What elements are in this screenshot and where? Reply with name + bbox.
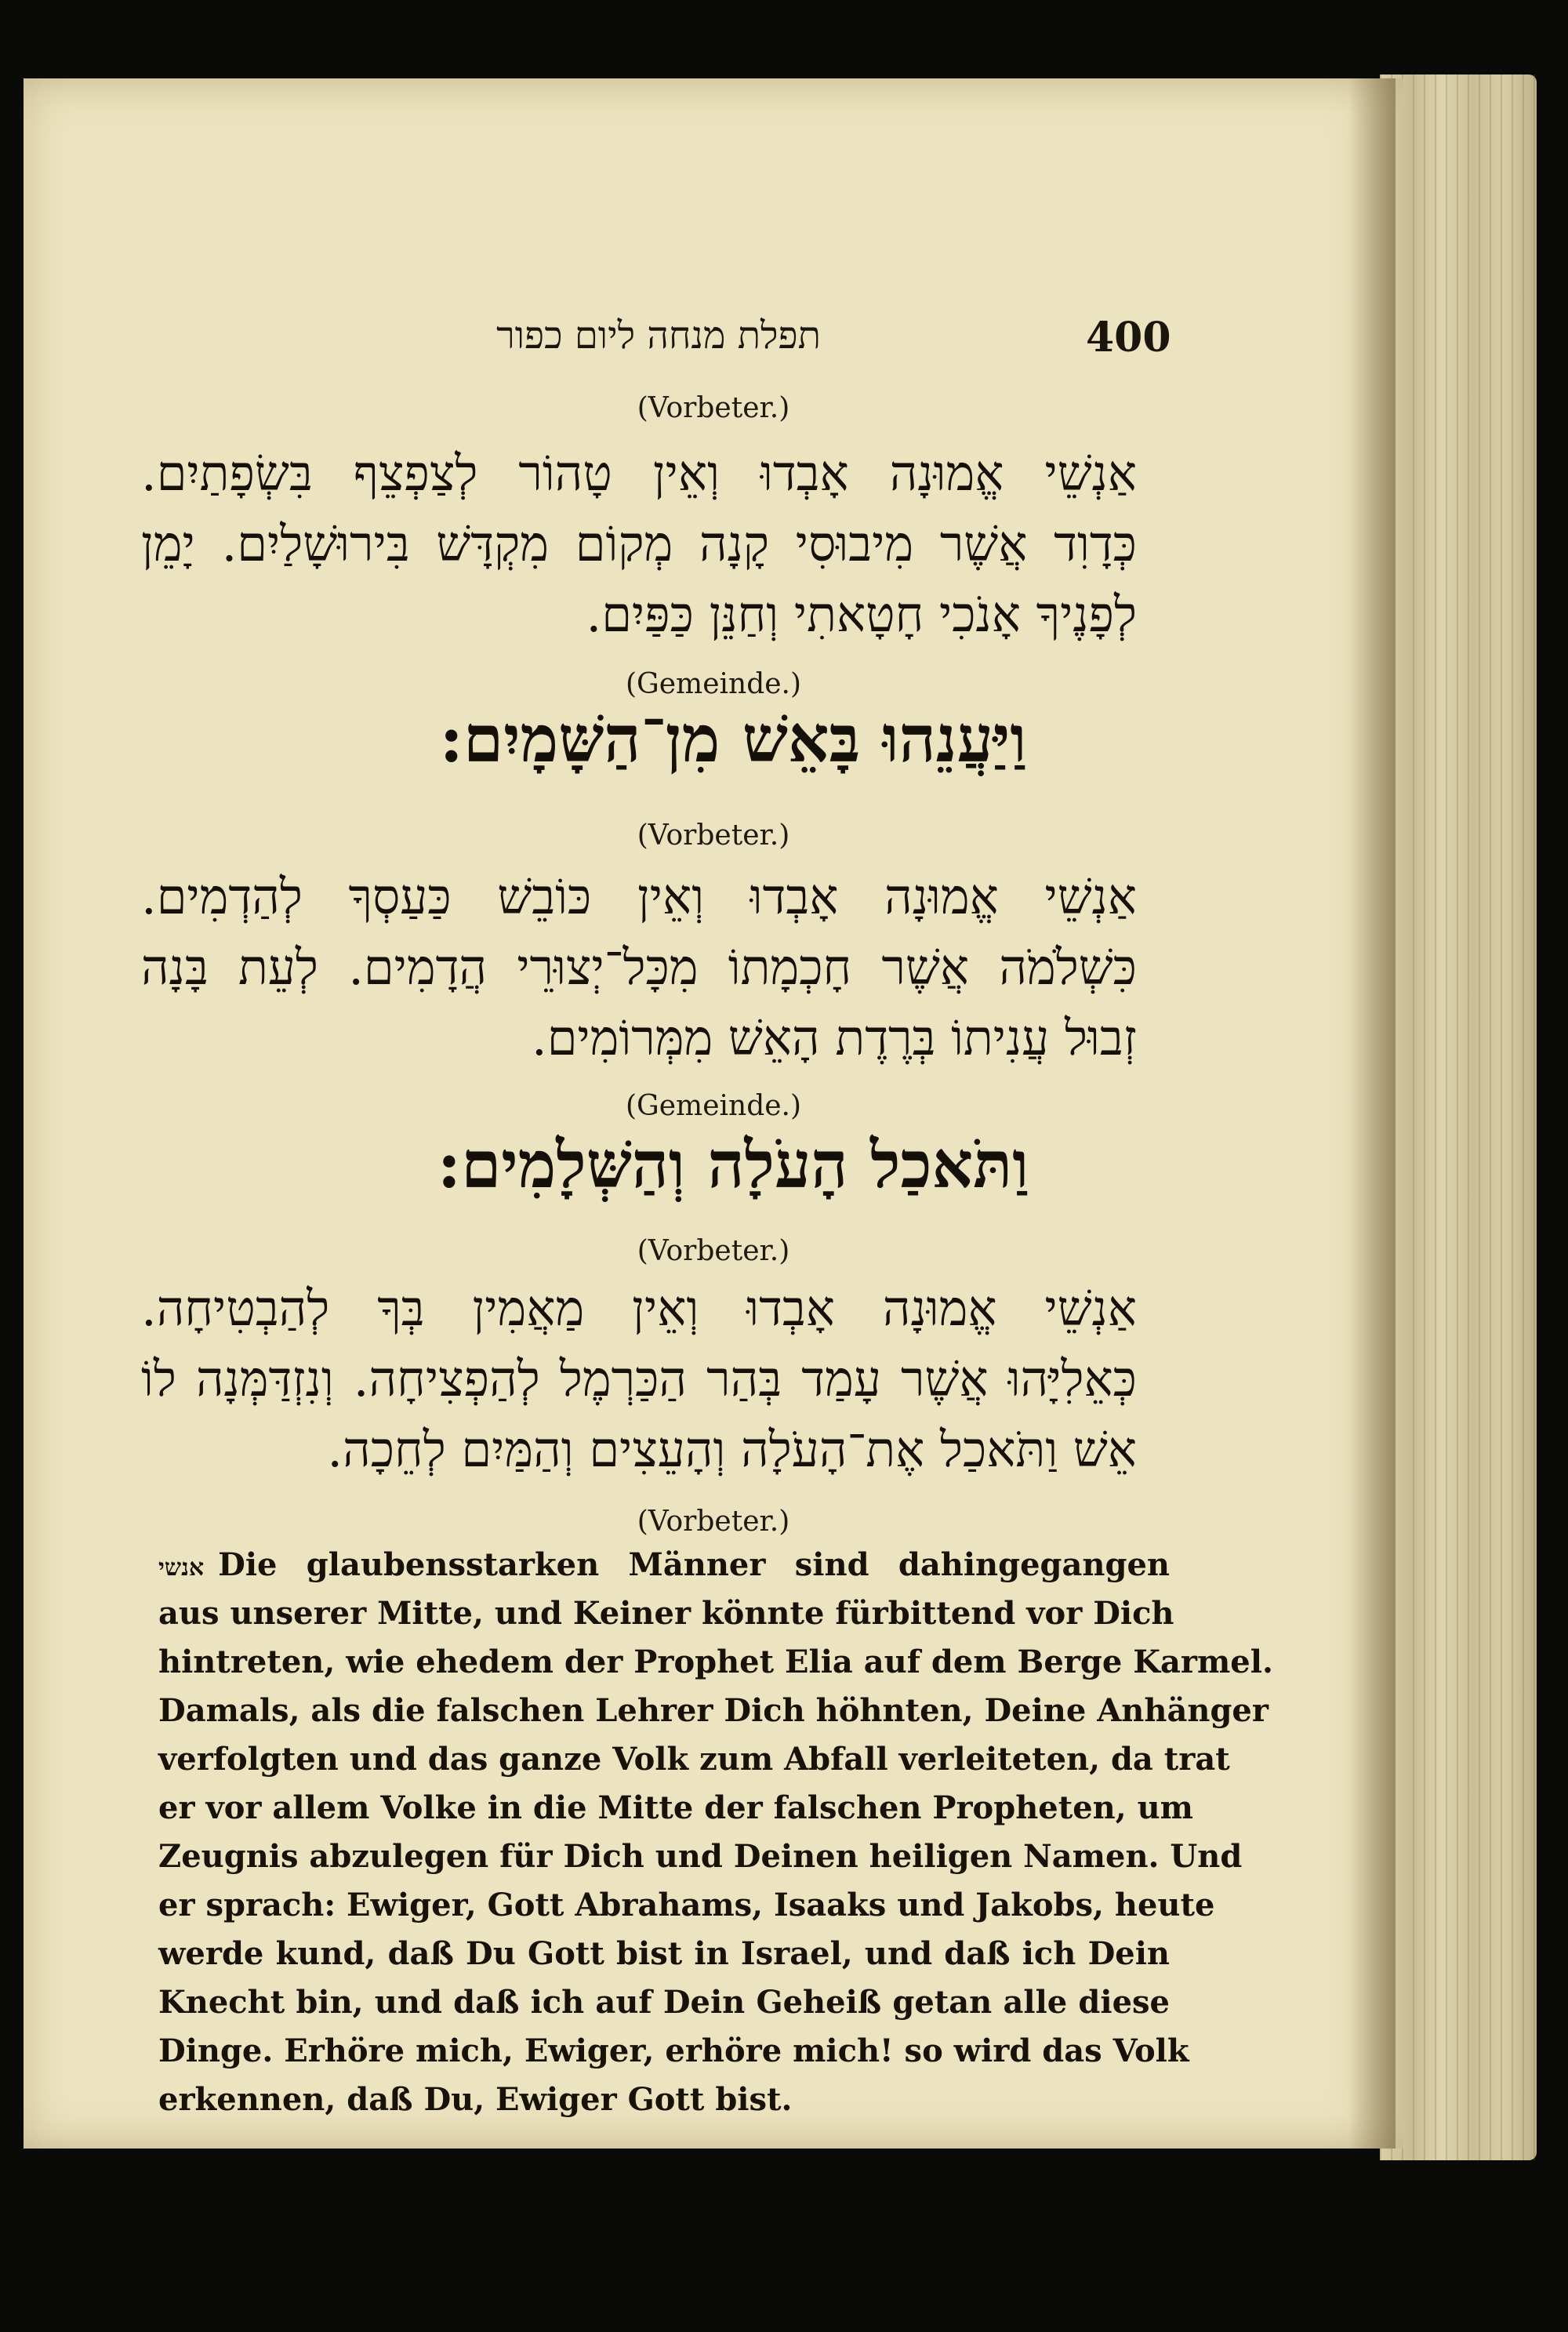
- german-line: werde kund, daß Du Gott bist in Israel, und daß ich Dein: [158, 1935, 1170, 1972]
- german-line-text: Die glaubensstarken Männer sind dahingegangen: [218, 1546, 1170, 1583]
- german-line: er vor allem Volke in die Mitte der falschen Propheten, um: [158, 1789, 1193, 1826]
- german-translation: [158, 1541, 1273, 2124]
- section-label: (Gemeinde.): [625, 668, 802, 700]
- german-line: aus unserer Mitte, und Keiner könnte fürbittend vor Dich: [158, 1595, 1174, 1632]
- hebrew-line: אַנְשֵׁי אֱמוּנָה אָבְדוּ וְאֵין מַאֲמִין בְּךָ לְהַבְטִיחָה.: [141, 1280, 1137, 1337]
- running-header: [24, 314, 1403, 376]
- hebrew-running-title: תפלת מנחה ליום כפור: [496, 314, 821, 358]
- german-line: er sprach: Ewiger, Gott Abrahams, Isaaks und Jakobs, heute: [158, 1887, 1215, 1923]
- hebrew-line: כְּדָוִד אֲשֶׁר מִיבוּסִי קָנָה מְקוֹם מִקְדָּשׁ בִּירוּשָׁלַיִם. יָמֵן: [141, 515, 1137, 572]
- hebrew-line: כְּאֵלִיָּהוּ אֲשֶׁר עָמַד בְּהַר הַכַּרְמֶל לְהַפְצִיחָה. וְנִזְדַּמְּנָה לוֹ: [141, 1350, 1137, 1408]
- hebrew-line: אַנְשֵׁי אֱמוּנָה אָבְדוּ וְאֵין כּוֹבֵשׁ כַּעַסְךָ לְהַדְמִים.: [141, 868, 1137, 925]
- section-label: (Vorbeter.): [637, 819, 790, 852]
- german-line: Zeugnis abzulegen für Dich und Deinen heiligen Namen. Und: [158, 1838, 1243, 1875]
- hebrew-line: לְפָנֶיךָ אָנֹכִי חָטָאתִי וְחַנֵּן כַּפַּיִם.: [586, 586, 1137, 643]
- hebrew-line: אַנְשֵׁי אֱמוּנָה אָבְדוּ וְאֵין טָהוֹר לְצַפְצֵף בִּשְׂפָתַיִם.: [141, 445, 1137, 502]
- inline-hebrew-keyword: אנשי: [158, 1554, 205, 1582]
- section-label: (Vorbeter.): [637, 392, 790, 424]
- hebrew-line: אֵשׁ וַתֹּאכַל אֶת־הָעֹלָה וְהָעֵצִים וְהַמַּיִם לְחֵכָה.: [327, 1421, 1137, 1478]
- page-number: 400: [1086, 314, 1171, 361]
- german-line: [158, 1541, 1170, 1589]
- german-line: verfolgten und das ganze Volk zum Abfall verleiteten, da trat: [158, 1741, 1230, 1778]
- german-line: Damals, als die falschen Lehrer Dich höhnten, Deine Anhänger: [158, 1692, 1269, 1729]
- section-label: (Vorbeter.): [637, 1506, 790, 1538]
- section-label: (Vorbeter.): [637, 1235, 790, 1267]
- page-stack-edge: [1380, 74, 1537, 2160]
- section-label: (Gemeinde.): [625, 1090, 802, 1122]
- page-gutter-shadow: [1348, 78, 1396, 2149]
- german-line: erkennen, daß Du, Ewiger Gott bist.: [158, 2081, 793, 2118]
- german-line: Knecht bin, und daß ich auf Dein Geheiß getan alle diese: [158, 1984, 1170, 2021]
- congregation-response: וַתֹּאכַל הָעֹלָה וְהַשְּׁלָמִים:: [437, 1128, 1029, 1203]
- hebrew-line: זְבוּל עֲנִיתוֹ בְּרֶדֶת הָאֵשׁ מִמְּרוֹמִים.: [531, 1009, 1137, 1066]
- book-page: [24, 78, 1403, 2149]
- german-line: hintreten, wie ehedem der Prophet Elia auf dem Berge Karmel.: [158, 1644, 1273, 1680]
- congregation-response: וַיַּעֲנֵהוּ בָּאֵשׁ מִן־הַשָּׁמָיִם:: [439, 702, 1027, 777]
- hebrew-line: כִּשְׁלֹמֹה אֲשֶׁר חָכְמָתוֹ מִכָּל־יְצוּרֵי הֲדָמִים. לְעֵת בָּנָה: [141, 939, 1137, 996]
- german-line: Dinge. Erhöre mich, Ewiger, erhöre mich! so wird das Volk: [158, 2032, 1189, 2069]
